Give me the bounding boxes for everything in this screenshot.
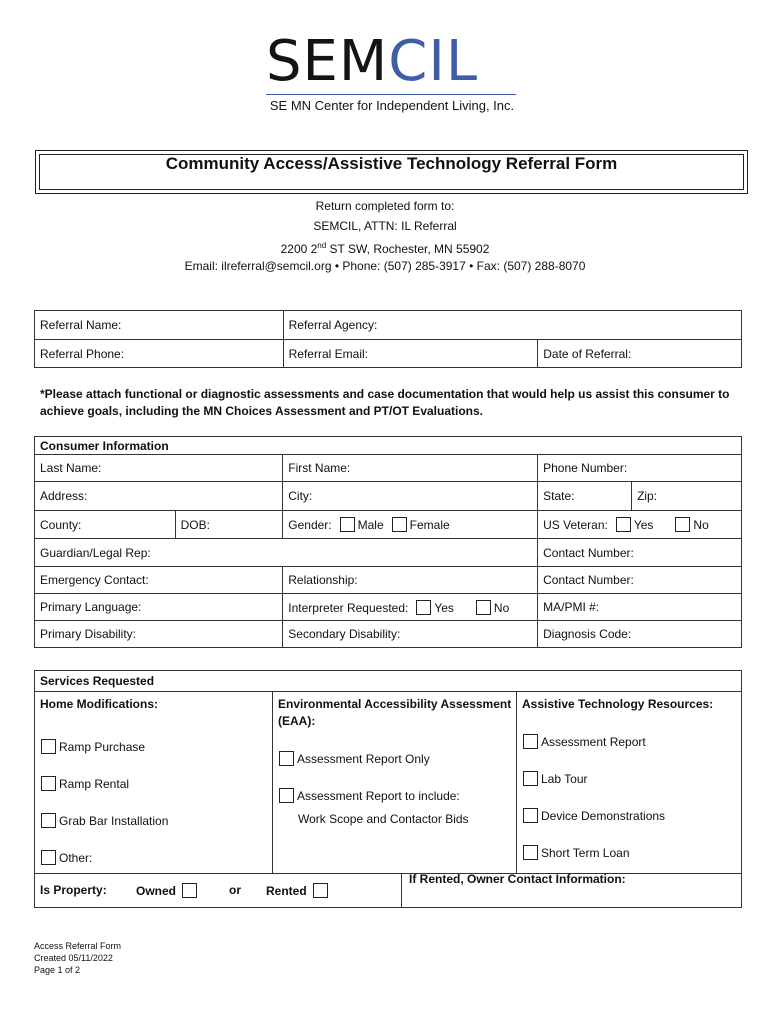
semcil-logo: [262, 30, 522, 120]
veteran-label: US Veteran:: [543, 518, 608, 532]
female-label: Female: [409, 518, 450, 532]
logo-subtitle: SE MN Center for Independent Living, Inc.: [269, 98, 515, 113]
short-term-loan-option: [515, 845, 630, 860]
attachment-note: *Please attach functional or diagnostic assessments and case documentation that would help us assist this consumer to achieve goals, including the MN Choices Assessment and PT/OT Evaluations.: [40, 387, 730, 418]
return-line-1: Return completed form to:: [315, 199, 455, 213]
phone-number-field[interactable]: Phone Number:: [538, 455, 742, 482]
lab-tour-label: Lab Tour: [541, 772, 588, 786]
referral-email-field[interactable]: Referral Email:: [283, 340, 538, 368]
services-footer-divider: [401, 873, 402, 907]
grab-bar-option: [35, 813, 168, 828]
work-scope-text: Work Scope and Contactor Bids: [298, 812, 469, 826]
zip-field[interactable]: Zip:: [632, 482, 742, 511]
referral-table: [34, 310, 742, 368]
veteran-no-checkbox[interactable]: [675, 517, 690, 532]
footer-page-number: Page 1 of 2: [34, 965, 81, 975]
assessment-report-label: Assessment Report: [541, 735, 646, 749]
services-header: Services Requested: [40, 674, 155, 688]
services-bottom-divider: [35, 873, 741, 874]
dob-field[interactable]: DOB:: [175, 511, 283, 539]
assessment-report-option: [515, 734, 646, 749]
assessment-only-label: Assessment Report Only: [297, 752, 430, 766]
secondary-disability-field[interactable]: Secondary Disability:: [283, 621, 538, 648]
male-label: Male: [357, 518, 384, 532]
gender-label: Gender:: [288, 518, 332, 532]
other-label: Other:: [59, 851, 93, 865]
primary-language-field[interactable]: Primary Language:: [35, 594, 283, 621]
services-col-divider-1: [272, 691, 273, 873]
assessment-only-checkbox[interactable]: [279, 751, 294, 766]
primary-disability-field[interactable]: Primary Disability:: [35, 621, 283, 648]
guardian-contact-field[interactable]: Contact Number:: [538, 539, 742, 567]
is-property-label: Is Property:: [40, 883, 107, 897]
consumer-info-header: Consumer Information: [35, 437, 742, 455]
return-line-2: SEMCIL, ATTN: IL Referral: [313, 219, 457, 233]
or-label: or: [229, 883, 241, 897]
device-demo-checkbox[interactable]: [523, 808, 538, 823]
interpreter-field: [283, 594, 538, 621]
emergency-contact-number-field[interactable]: Contact Number:: [538, 567, 742, 594]
last-name-field[interactable]: Last Name:: [35, 455, 283, 482]
owned-label: Owned: [136, 884, 177, 898]
eaa-heading: Environmental Accessibility Assessment: [278, 697, 512, 711]
at-resources-heading: Assistive Technology Resources:: [522, 697, 714, 711]
owned-checkbox[interactable]: [182, 883, 197, 898]
city-field[interactable]: City:: [283, 482, 538, 511]
interpreter-yes-checkbox[interactable]: [416, 600, 431, 615]
home-modifications-heading: Home Modifications:: [40, 697, 159, 711]
consumer-info-table: [34, 436, 742, 648]
rented-checkbox[interactable]: [313, 883, 328, 898]
address-part-1: 2200 2: [280, 242, 318, 256]
ramp-purchase-label: Ramp Purchase: [59, 740, 146, 754]
logo-wordmark: [266, 30, 478, 94]
veteran-no-label: No: [693, 518, 709, 532]
interpreter-label: Interpreter Requested:: [288, 600, 409, 615]
veteran-yes-label: Yes: [633, 518, 654, 532]
footer-form-name: Access Referral Form: [34, 941, 122, 951]
services-header-divider: [35, 691, 741, 692]
logo-sem: SEM: [266, 29, 389, 94]
assessment-include-label: Assessment Report to include:: [297, 789, 460, 803]
veteran-field: [538, 511, 742, 539]
interpreter-no-label: No: [493, 600, 510, 615]
form-title-box: [35, 150, 748, 194]
interpreter-yes-label: Yes: [434, 600, 454, 615]
referral-date-field[interactable]: Date of Referral:: [538, 340, 742, 368]
assessment-only-option: [271, 751, 430, 766]
return-contact: Email: ilreferral@semcil.org • Phone: (507) 285-3917 • Fax: (507) 288-8070: [184, 259, 586, 273]
footer-created-date: Created 05/11/2022: [34, 953, 113, 963]
state-field[interactable]: State:: [538, 482, 632, 511]
ramp-purchase-option: [35, 739, 145, 754]
veteran-yes-checkbox[interactable]: [616, 517, 631, 532]
referral-agency-field[interactable]: Referral Agency:: [283, 311, 741, 340]
other-checkbox[interactable]: [41, 850, 56, 865]
emergency-contact-field[interactable]: Emergency Contact:: [35, 567, 283, 594]
ramp-rental-checkbox[interactable]: [41, 776, 56, 791]
rented-option: [266, 883, 331, 898]
lab-tour-option: [515, 771, 587, 786]
ramp-rental-label: Ramp Rental: [59, 777, 130, 791]
grab-bar-checkbox[interactable]: [41, 813, 56, 828]
assessment-report-checkbox[interactable]: [523, 734, 538, 749]
logo-divider: [266, 94, 516, 95]
other-option: [35, 850, 92, 865]
address-superscript: nd: [317, 241, 327, 250]
referral-name-field[interactable]: Referral Name:: [35, 311, 284, 340]
owned-option: [136, 883, 200, 898]
female-checkbox[interactable]: [392, 517, 407, 532]
interpreter-no-checkbox[interactable]: [476, 600, 491, 615]
diagnosis-code-field[interactable]: Diagnosis Code:: [538, 621, 742, 648]
ma-pmi-field[interactable]: MA/PMI #:: [538, 594, 742, 621]
logo-cil: CIL: [388, 29, 479, 94]
gender-field: [283, 511, 538, 539]
county-field[interactable]: County:: [35, 511, 176, 539]
owner-contact-label[interactable]: If Rented, Owner Contact Information:: [409, 872, 626, 886]
assessment-include-checkbox[interactable]: [279, 788, 294, 803]
assessment-include-option: [271, 788, 460, 803]
short-term-loan-label: Short Term Loan: [541, 846, 630, 860]
male-checkbox[interactable]: [340, 517, 355, 532]
referral-phone-field[interactable]: Referral Phone:: [35, 340, 284, 368]
eaa-heading-abbrev: (EAA):: [278, 714, 316, 728]
ramp-rental-option: [35, 776, 129, 791]
short-term-loan-checkbox[interactable]: [523, 845, 538, 860]
relationship-field[interactable]: Relationship:: [283, 567, 538, 594]
device-demo-option: [515, 808, 665, 823]
grab-bar-label: Grab Bar Installation: [59, 814, 169, 828]
device-demo-label: Device Demonstrations: [541, 809, 666, 823]
address-part-2: ST SW, Rochester, MN 55902: [326, 242, 490, 256]
ramp-purchase-checkbox[interactable]: [41, 739, 56, 754]
first-name-field[interactable]: First Name:: [283, 455, 538, 482]
address-field[interactable]: Address:: [35, 482, 283, 511]
guardian-field[interactable]: Guardian/Legal Rep:: [35, 539, 538, 567]
form-title: Community Access/Assistive Technology Referral Form: [165, 154, 618, 173]
page-footer: [34, 940, 121, 976]
services-requested-section: [34, 670, 742, 908]
lab-tour-checkbox[interactable]: [523, 771, 538, 786]
rented-label: Rented: [266, 884, 307, 898]
